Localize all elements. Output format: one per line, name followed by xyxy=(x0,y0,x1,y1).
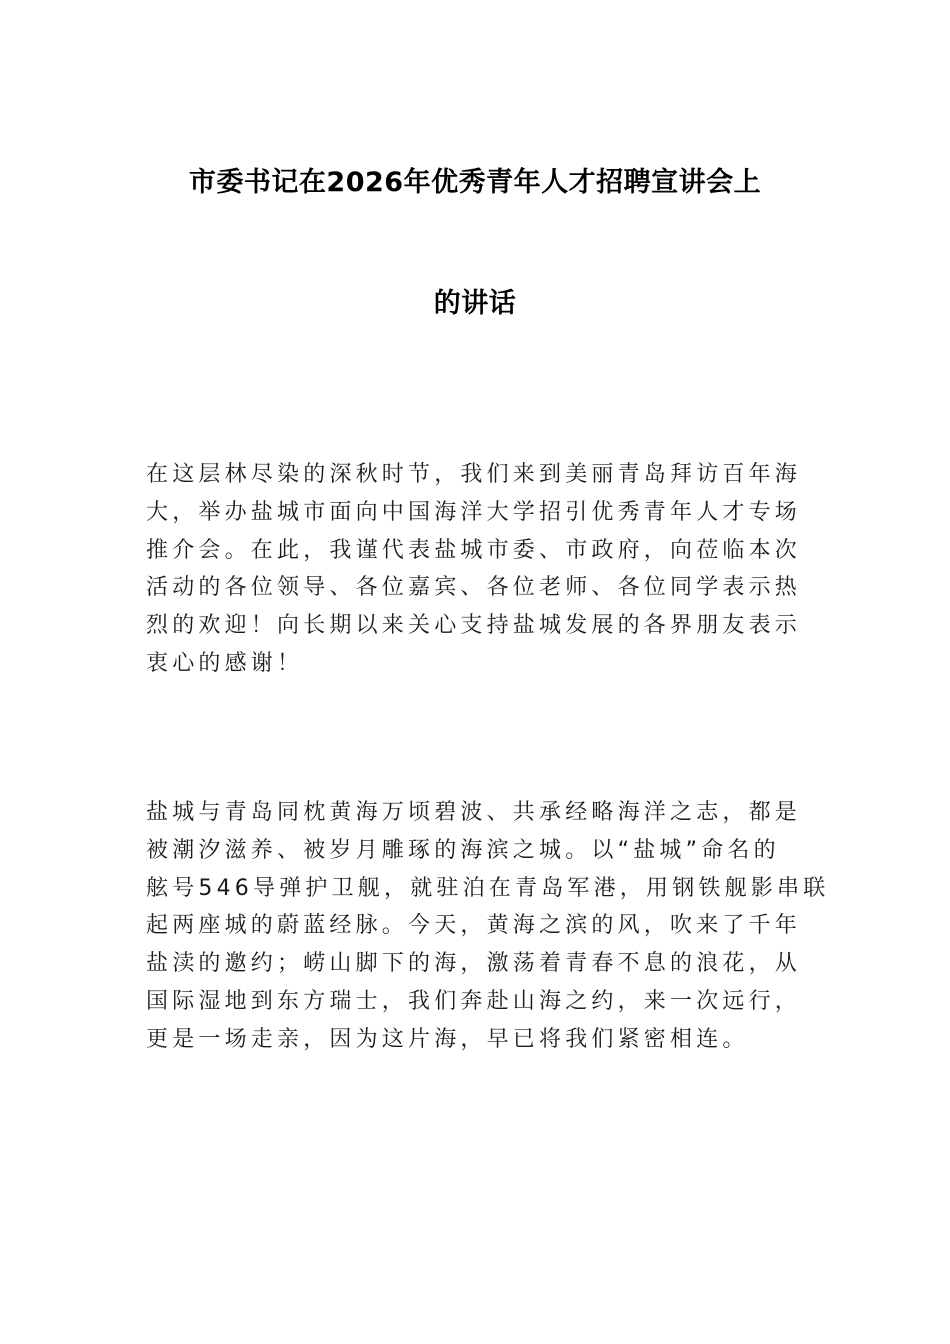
paragraph-cities xyxy=(146,794,830,1059)
paragraph-line: 被潮汐滋养、被岁月雕琢的海滨之城。以“盐城”命名的 xyxy=(146,837,780,863)
paragraph-line: 衷心的感谢！ xyxy=(146,650,304,676)
paragraph-line: 盐渎的邀约；崂山脚下的海，激荡着青春不息的浪花，从 xyxy=(146,951,802,977)
paragraph-line: 国际湿地到东方瑞士，我们奔赴山海之约，来一次远行， xyxy=(146,988,802,1014)
paragraph-line: 盐城与青岛同枕黄海万顷碧波、共承经略海洋之志，都是 xyxy=(146,800,802,825)
paragraph-welcome xyxy=(146,456,808,683)
paragraph-line: 舷号546导弹护卫舰，就驻泊在青岛军港，用钢铁舰影串联 xyxy=(146,875,830,901)
paragraph-line: 大，举办盐城市面向中国海洋大学招引优秀青年人才专场 xyxy=(146,499,802,525)
paragraph-line: 烈的欢迎！向长期以来关心支持盐城发展的各界朋友表示 xyxy=(146,613,802,639)
paragraph-line: 活动的各位领导、各位嘉宾、各位老师、各位同学表示热 xyxy=(146,575,802,601)
paragraph-line: 起两座城的蔚蓝经脉。今天，黄海之滨的风，吹来了千年 xyxy=(146,913,802,939)
paragraph-line: 在这层林尽染的深秋时节，我们来到美丽青岛拜访百年海 xyxy=(146,462,802,487)
document-title-line-1: 市委书记在2026年优秀青年人才招聘宣讲会上 xyxy=(188,167,762,198)
paragraph-line: 更是一场走亲，因为这片海，早已将我们紧密相连。 xyxy=(146,1026,749,1052)
paragraph-line: 推介会。在此，我谨代表盐城市委、市政府，向莅临本次 xyxy=(146,537,802,563)
document-title-line-2: 的讲话 xyxy=(433,288,517,319)
